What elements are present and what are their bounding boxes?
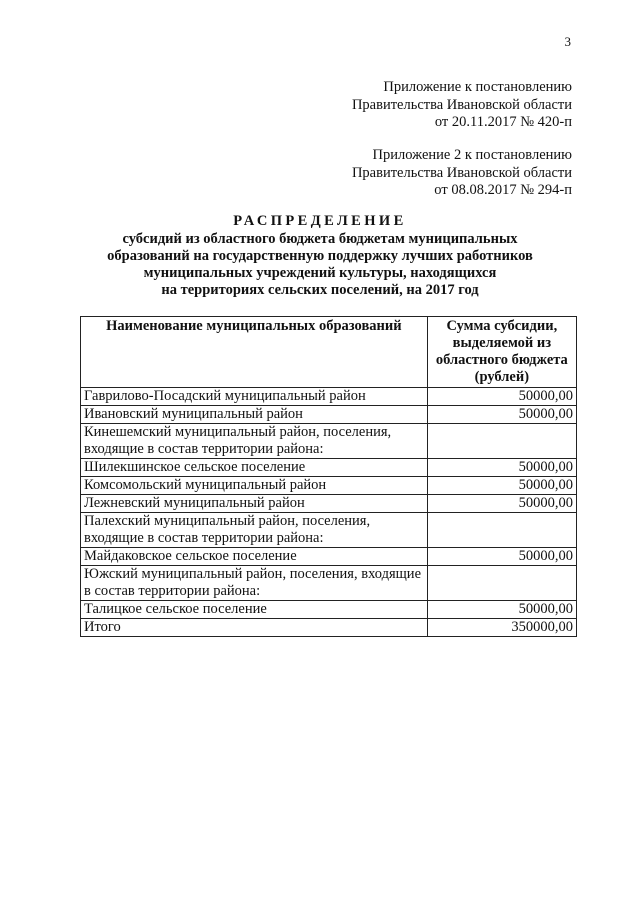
subsidy-amount-cell: 50000,00 xyxy=(427,601,576,619)
table-row xyxy=(81,566,577,601)
appendix-current-line: от 20.11.2017 № 420-п xyxy=(434,114,572,130)
appendix-current-line: Правительства Ивановской области xyxy=(351,96,572,113)
appendix-current-line: Приложение к постановлению xyxy=(383,79,572,95)
subsidy-amount-cell: 50000,00 xyxy=(427,477,576,495)
municipality-name-cell: Лежневский муниципальный район xyxy=(81,495,428,513)
subtitle-line: образований на государственную поддержку лучших работников xyxy=(107,248,533,264)
subtitle-line: на территориях сельских поселений, на 2017 год xyxy=(161,282,479,298)
header-municipality-name: Наименование муниципальных образований xyxy=(81,317,428,388)
subtitle-line: муниципальных учреждений культуры, находящихся xyxy=(143,265,497,281)
municipality-name-cell: Кинешемский муниципальный район, поселения, входящие в состав территории района: xyxy=(81,424,428,459)
subsidy-amount-cell xyxy=(427,513,576,548)
municipality-name-cell: Ивановский муниципальный район xyxy=(81,406,428,424)
subsidy-amount-cell: 50000,00 xyxy=(427,548,576,566)
municipality-name-cell: Талицкое сельское поселение xyxy=(81,601,428,619)
table-header-row xyxy=(81,317,577,388)
table-row xyxy=(81,548,577,566)
total-amount-cell: 350000,00 xyxy=(427,619,576,637)
document-subtitle xyxy=(60,231,580,299)
table-row xyxy=(81,424,577,459)
table-row xyxy=(81,388,577,406)
table-total-row xyxy=(81,619,577,637)
table-row xyxy=(81,477,577,495)
appendix-original-line: Правительства Ивановской области xyxy=(351,164,572,181)
municipality-name-cell: Южский муниципальный район, поселения, входящие в состав территории района: xyxy=(81,566,428,601)
subsidy-amount-cell: 50000,00 xyxy=(427,495,576,513)
table-row xyxy=(81,495,577,513)
document-title-block xyxy=(60,213,580,299)
municipality-name-cell: Майдаковское сельское поселение xyxy=(81,548,428,566)
appendix-original-line: Приложение 2 к постановлению xyxy=(372,147,572,163)
subsidy-amount-cell: 50000,00 xyxy=(427,388,576,406)
appendix-current-header xyxy=(252,79,572,132)
total-label-cell: Итого xyxy=(81,619,428,637)
document-title: РАСПРЕДЕЛЕНИЕ xyxy=(233,213,407,229)
subsidy-amount-cell: 50000,00 xyxy=(427,406,576,424)
appendix-original-line: от 08.08.2017 № 294-п xyxy=(434,182,572,198)
header-subsidy-amount: Сумма субсидии, выделяемой из областного бюджета (рублей) xyxy=(427,317,576,388)
subtitle-line: субсидий из областного бюджета бюджетам муниципальных xyxy=(122,231,518,247)
subsidy-amount-cell xyxy=(427,566,576,601)
municipality-name-cell: Гаврилово-Посадский муниципальный район xyxy=(81,388,428,406)
subsidy-amount-cell: 50000,00 xyxy=(427,459,576,477)
municipality-name-cell: Комсомольский муниципальный район xyxy=(81,477,428,495)
appendix-original-header xyxy=(252,147,572,200)
municipality-name-cell: Палехский муниципальный район, поселения, входящие в состав территории района: xyxy=(81,513,428,548)
table-row xyxy=(81,601,577,619)
table-row xyxy=(81,513,577,548)
page-number: 3 xyxy=(564,34,571,49)
subsidy-table xyxy=(80,316,577,637)
municipality-name-cell: Шилекшинское сельское поселение xyxy=(81,459,428,477)
subsidy-amount-cell xyxy=(427,424,576,459)
table-row xyxy=(81,406,577,424)
table-row xyxy=(81,459,577,477)
